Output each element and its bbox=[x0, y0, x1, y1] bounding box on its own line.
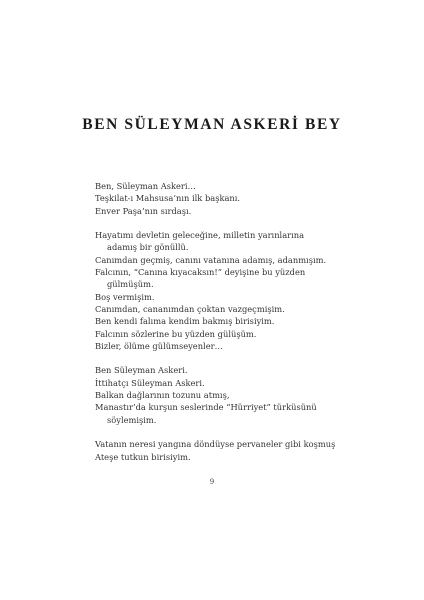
poem-line: Ateşe tutkun birisiyim. bbox=[95, 451, 191, 462]
poem-line: Ben, Süleyman Askeri… bbox=[95, 181, 196, 191]
poem-body bbox=[95, 180, 395, 475]
poem-line-continuation: adamış bir gönüllü. bbox=[107, 242, 189, 253]
poem-line: Balkan dağlarının tozunu atmış, bbox=[95, 390, 230, 401]
stanza-2 bbox=[95, 229, 395, 352]
stanza-4 bbox=[95, 438, 395, 463]
poem-line: Ben kendi falıma kendim bakmış birisiyim. bbox=[95, 316, 275, 327]
poem-line: Manastır’da kurşun seslerinde “Hürriyet” türküsünü bbox=[95, 402, 317, 413]
poem-line: Enver Paşa’nın sırdaşı. bbox=[95, 205, 192, 216]
poem-line: Teşkilat-ı Mahsusa’nın ilk başkanı. bbox=[95, 193, 241, 204]
poem-line: Canımdan, cananımdan çoktan vazgeçmişim. bbox=[95, 303, 285, 314]
poem-line: İttihatçı Süleyman Askeri. bbox=[95, 377, 205, 388]
poem-line: Hayatımı devletin geleceğine, milletin yarınlarına bbox=[95, 230, 305, 241]
poem-line: Canımdan geçmiş, canını vatanına adamış, adanmışım. bbox=[95, 254, 327, 265]
page-number: 9 bbox=[209, 478, 215, 486]
poem-line-continuation: söylemişim. bbox=[107, 414, 157, 425]
poem-line-continuation: gülmüşüm. bbox=[107, 279, 154, 290]
poem-line: Vatanın neresi yangına döndüyse pervaneler gibi koşmuş bbox=[95, 439, 336, 450]
stanza-1 bbox=[95, 180, 395, 217]
chapter-title: BEN SÜLEYMAN ASKERİ BEY bbox=[82, 116, 342, 133]
poem-line: Falcının sözlerine bu yüzden gülüşüm. bbox=[95, 328, 257, 339]
poem-line: Bizler, ölüme gülümseyenler… bbox=[95, 340, 223, 351]
poem-line: Falcının, “Canına kıyacaksın!” deyişine bu yüzden bbox=[95, 267, 306, 278]
poem-line: Ben Süleyman Askeri. bbox=[95, 365, 188, 376]
stanza-3 bbox=[95, 364, 395, 425]
poem-line: Boş vermişim. bbox=[95, 291, 155, 302]
